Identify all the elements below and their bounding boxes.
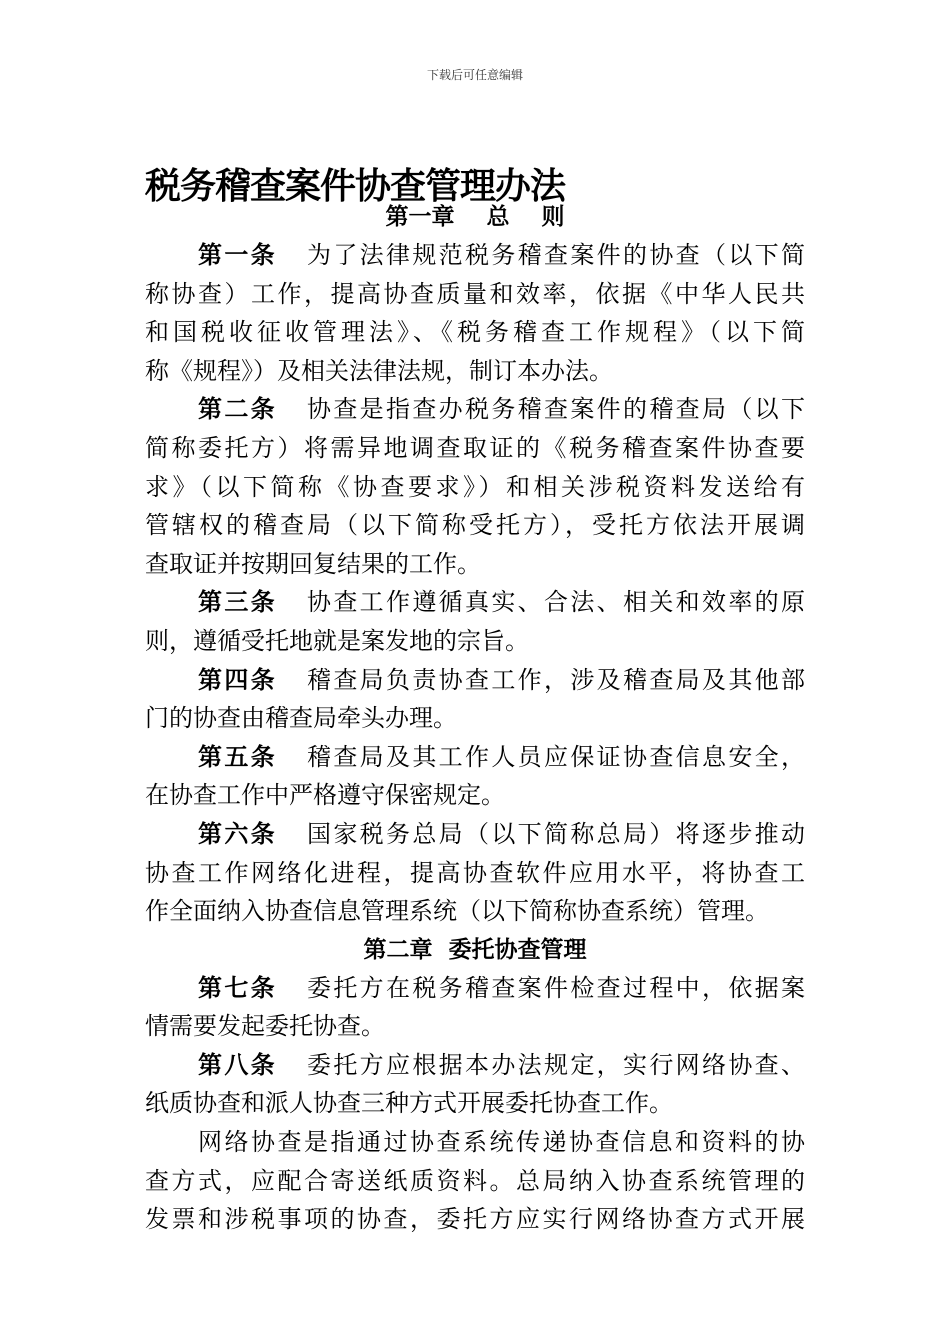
article-1-line-3: 和国税收征收管理法》、《税务稽查工作规程》（以下简	[145, 318, 805, 347]
article-text: 协查工作遵循真实、合法、相关和效率的原	[307, 588, 805, 617]
article-label: 第四条	[198, 665, 277, 694]
article-label: 第一条	[198, 241, 277, 269]
network-paragraph-line-2: 查方式，应配合寄送纸质资料。总局纳入协查系统管理的	[145, 1166, 805, 1195]
article-7-line-2: 情需要发起委托协查。	[145, 1012, 385, 1041]
article-2-line-1	[145, 390, 805, 429]
article-6-line-2: 协查工作网络化进程，提高协查软件应用水平，将协查工	[145, 858, 805, 887]
article-8-line-1	[145, 1046, 805, 1085]
article-4-line-1	[145, 661, 805, 700]
article-label: 第六条	[198, 819, 277, 848]
article-3-line-1	[145, 583, 805, 622]
article-7-line-1	[145, 969, 805, 1008]
chapter-heading-2: 第二章 委托协查管理	[363, 936, 587, 963]
article-label: 第五条	[198, 742, 277, 771]
article-6-line-3: 作全面纳入协查信息管理系统（以下简称协查系统）管理。	[145, 897, 769, 926]
article-4-line-2: 门的协查由稽查局牵头办理。	[145, 704, 457, 733]
article-6-line-1	[145, 815, 805, 854]
article-1-line-4: 称《规程》）及相关法律法规，制订本办法。	[145, 356, 613, 385]
article-3-line-2: 则，遵循受托地就是案发地的宗旨。	[145, 626, 529, 655]
article-text: 为了法律规范税务稽查案件的协查（以下简	[307, 241, 805, 269]
article-text: 委托方应根据本办法规定，实行网络协查、	[307, 1050, 805, 1079]
article-5-line-1	[145, 738, 805, 777]
document-title: 税务稽查案件协查管理办法	[145, 166, 566, 207]
article-label: 第七条	[198, 973, 277, 1002]
article-1-line-1	[145, 236, 805, 275]
article-text: 委托方在税务稽查案件检查过程中，依据案	[307, 973, 805, 1002]
article-1-line-2: 称协查）工作，提高协查质量和效率，依据《中华人民共	[145, 279, 805, 308]
document-body	[145, 198, 805, 1239]
article-text: 协查是指查办税务稽查案件的稽查局（以下	[307, 395, 805, 424]
article-text: 稽查局负责协查工作，涉及稽查局及其他部	[307, 665, 805, 694]
article-2-line-5: 查取证并按期回复结果的工作。	[145, 549, 481, 578]
article-5-line-2: 在协查工作中严格遵守保密规定。	[145, 781, 505, 810]
chapter-heading-1: 第一章 总 则	[385, 204, 565, 230]
article-label: 第三条	[198, 588, 277, 617]
article-text: 国家税务总局（以下简称总局）将逐步推动	[307, 819, 805, 848]
article-2-line-2: 简称委托方）将需异地调查取证的《税务稽查案件协查要	[145, 433, 805, 462]
article-2-line-4: 管辖权的稽查局（以下简称受托方），受托方依法开展调	[145, 511, 805, 540]
article-label: 第八条	[198, 1050, 277, 1079]
network-paragraph-line-1: 网络协查是指通过协查系统传递协查信息和资料的协	[198, 1128, 805, 1157]
article-text: 稽查局及其工作人员应保证协查信息安全，	[307, 742, 805, 771]
article-2-line-3: 求》（以下简称《协查要求》）和相关涉税资料发送给有	[145, 472, 805, 501]
page-header: 下载后可任意编辑	[426, 68, 523, 82]
article-8-line-2: 纸质协查和派人协查三种方式开展委托协查工作。	[145, 1089, 673, 1118]
network-paragraph-line-3: 发票和涉税事项的协查，委托方应实行网络协查方式开展	[145, 1205, 805, 1234]
article-label: 第二条	[198, 395, 277, 424]
